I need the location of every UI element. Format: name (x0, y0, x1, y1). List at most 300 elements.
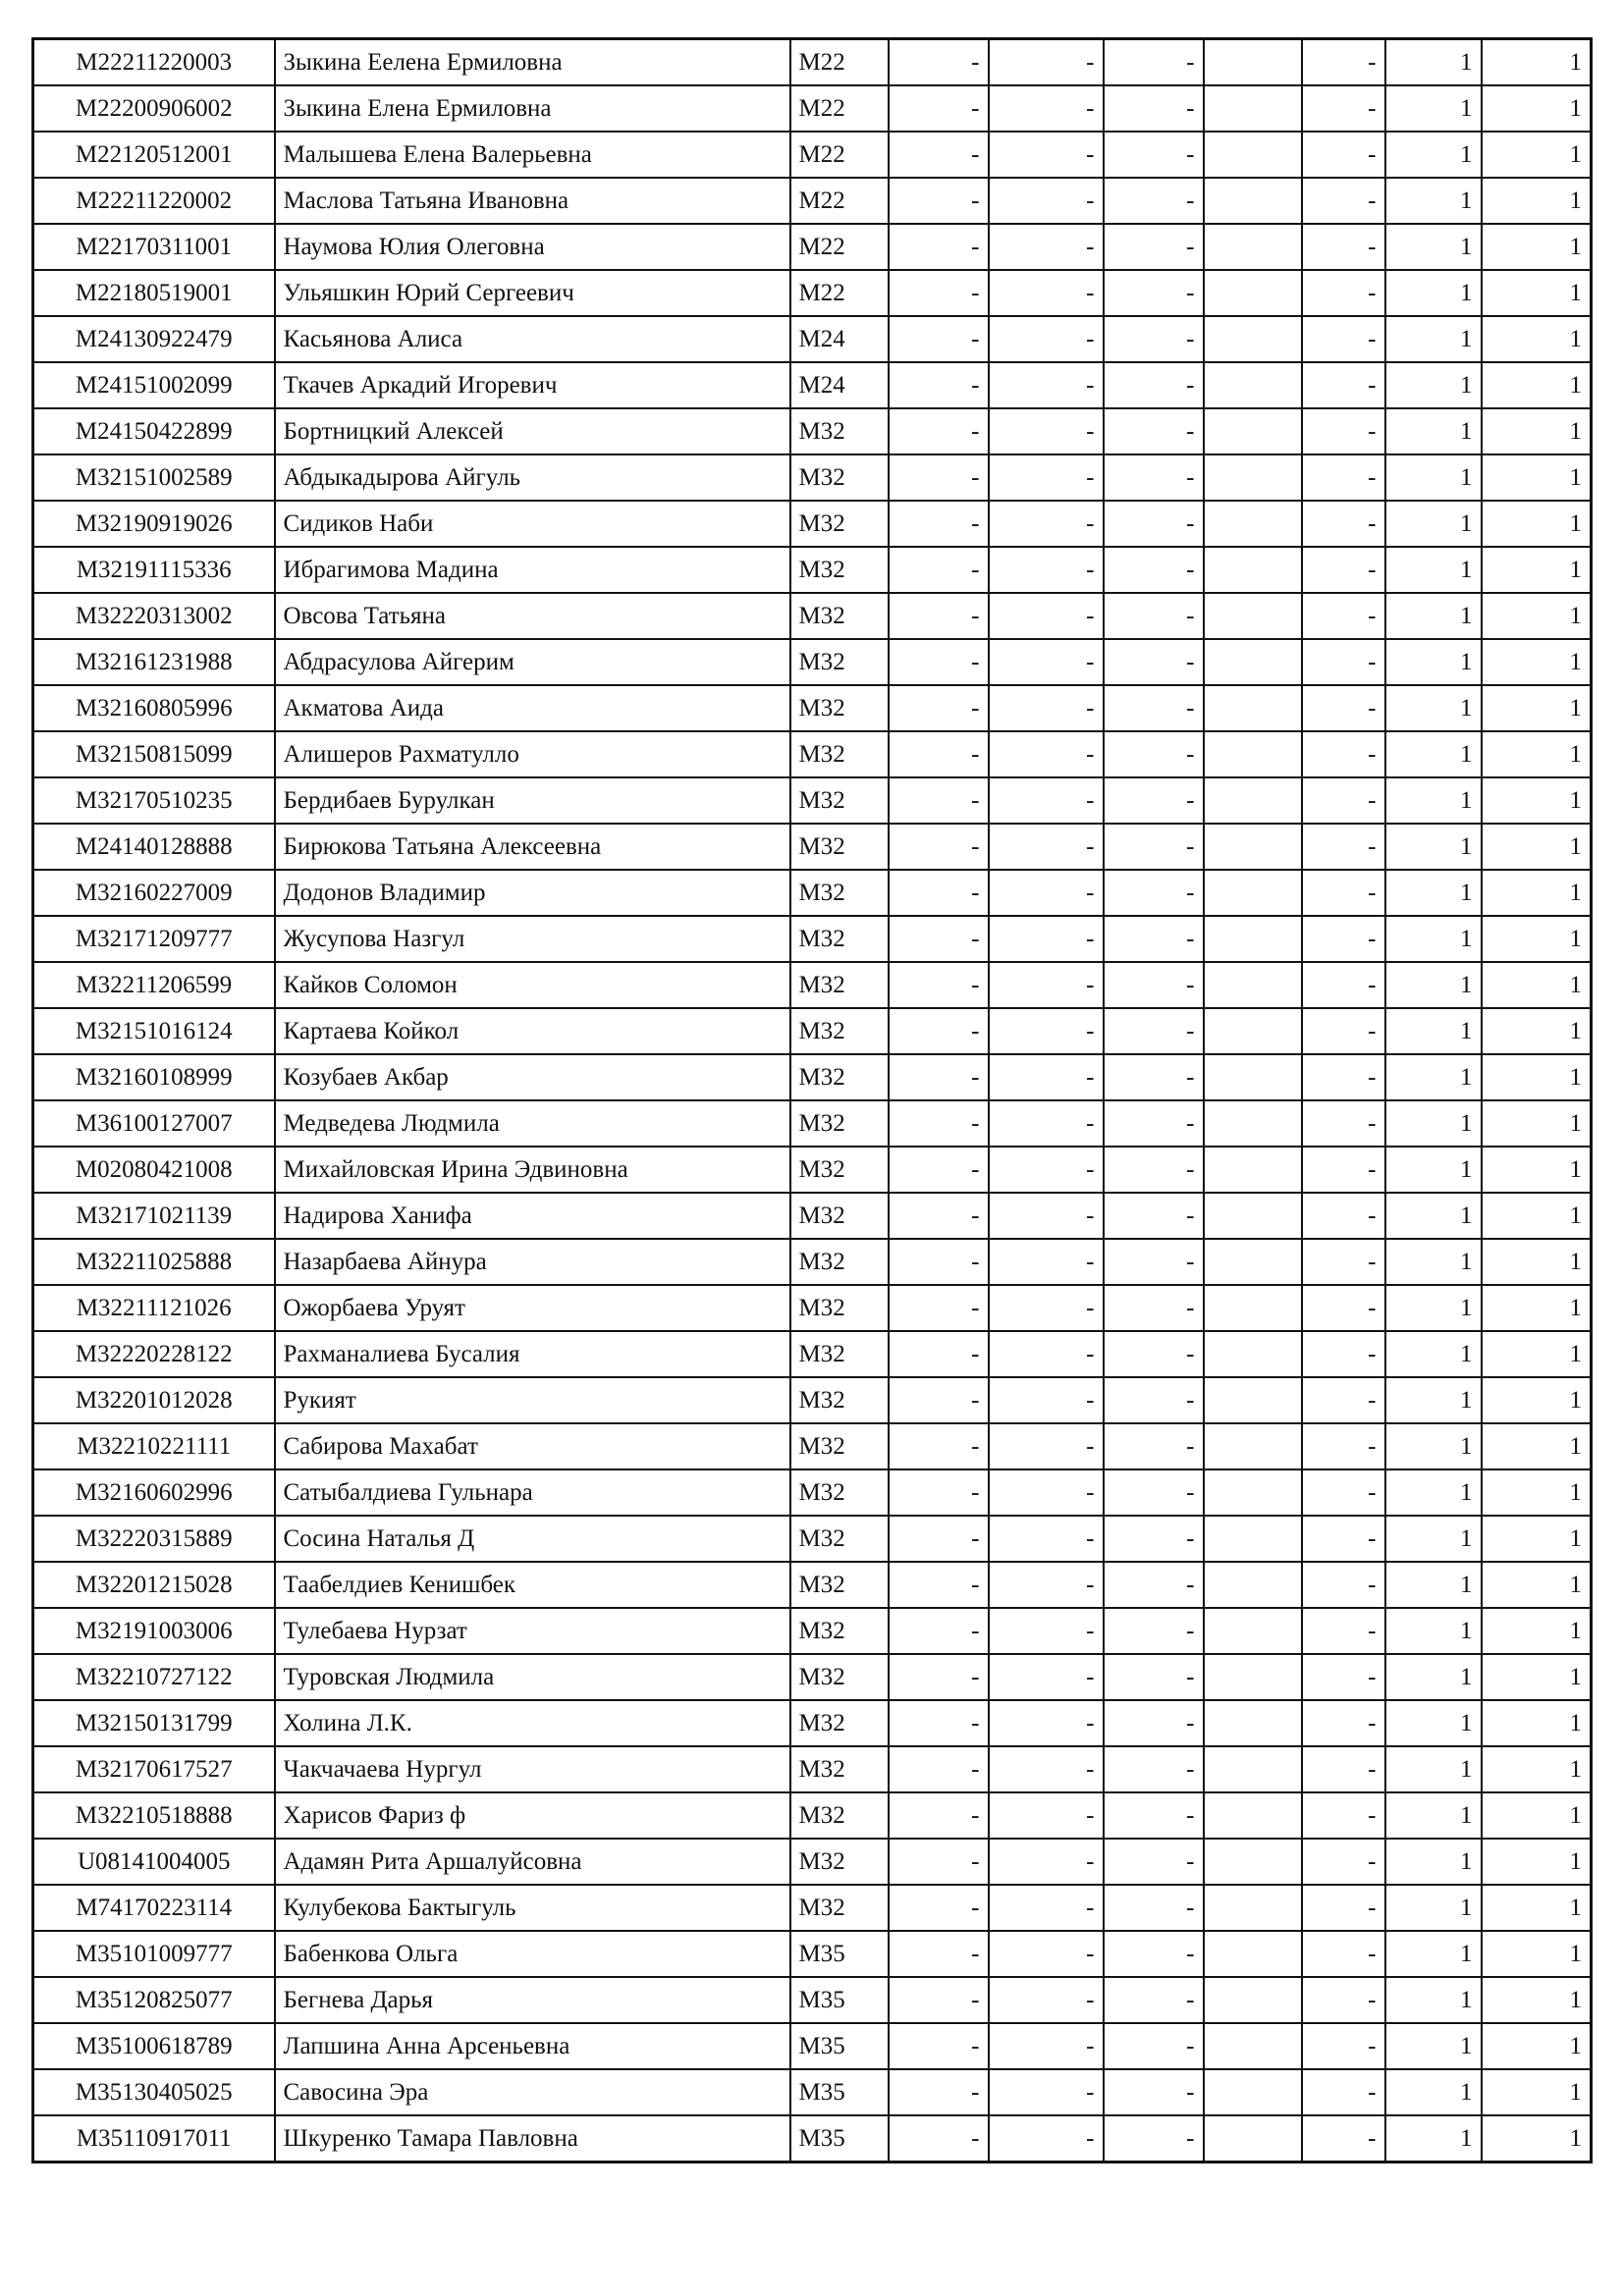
value-cell-1: - (889, 2115, 989, 2163)
value-cell-2: - (989, 1516, 1104, 1562)
table-row (33, 2115, 1592, 2163)
value-cell-7: 1 (1482, 1839, 1592, 1885)
group-code-cell: M22 (790, 224, 889, 270)
value-cell-7: 1 (1482, 1469, 1592, 1516)
group-code-cell: M32 (790, 1839, 889, 1885)
value-cell-3: - (1104, 454, 1204, 501)
table-row (33, 916, 1592, 962)
value-cell-1: - (889, 1654, 989, 1700)
value-cell-6: 1 (1385, 1608, 1482, 1654)
value-cell-1: - (889, 731, 989, 777)
value-cell-4 (1204, 132, 1302, 178)
value-cell-2: - (989, 454, 1104, 501)
value-cell-5: - (1302, 2023, 1385, 2069)
value-cell-5: - (1302, 2069, 1385, 2115)
table-row (33, 1054, 1592, 1100)
value-cell-6: 1 (1385, 362, 1482, 408)
value-cell-3: - (1104, 1377, 1204, 1423)
value-cell-2: - (989, 870, 1104, 916)
value-cell-6: 1 (1385, 1193, 1482, 1239)
member-code-cell: M32160805996 (33, 685, 275, 731)
value-cell-4 (1204, 1008, 1302, 1054)
value-cell-6: 1 (1385, 547, 1482, 593)
value-cell-1: - (889, 408, 989, 454)
value-cell-6: 1 (1385, 824, 1482, 870)
value-cell-1: - (889, 1885, 989, 1931)
value-cell-7: 1 (1482, 1654, 1592, 1700)
value-cell-7: 1 (1482, 1885, 1592, 1931)
member-code-cell: M35100618789 (33, 2023, 275, 2069)
table-row (33, 454, 1592, 501)
member-code-cell: M24130922479 (33, 316, 275, 362)
member-name-cell: Бирюкова Татьяна Алексеевна (275, 824, 790, 870)
value-cell-7: 1 (1482, 916, 1592, 962)
value-cell-1: - (889, 1008, 989, 1054)
group-code-cell: M32 (790, 1331, 889, 1377)
value-cell-7: 1 (1482, 824, 1592, 870)
value-cell-3: - (1104, 1331, 1204, 1377)
value-cell-6: 1 (1385, 132, 1482, 178)
value-cell-5: - (1302, 1008, 1385, 1054)
value-cell-4 (1204, 1608, 1302, 1654)
value-cell-2: - (989, 85, 1104, 132)
value-cell-3: - (1104, 962, 1204, 1008)
value-cell-4 (1204, 1516, 1302, 1562)
member-name-cell: Сабирова Махабат (275, 1423, 790, 1469)
value-cell-2: - (989, 1331, 1104, 1377)
value-cell-1: - (889, 1792, 989, 1839)
value-cell-6: 1 (1385, 1469, 1482, 1516)
value-cell-3: - (1104, 270, 1204, 316)
value-cell-7: 1 (1482, 132, 1592, 178)
table-row (33, 1562, 1592, 1608)
value-cell-2: - (989, 1377, 1104, 1423)
value-cell-5: - (1302, 1331, 1385, 1377)
value-cell-3: - (1104, 1100, 1204, 1147)
value-cell-4 (1204, 362, 1302, 408)
value-cell-3: - (1104, 870, 1204, 916)
value-cell-4 (1204, 2115, 1302, 2163)
value-cell-6: 1 (1385, 2023, 1482, 2069)
value-cell-6: 1 (1385, 916, 1482, 962)
value-cell-4 (1204, 547, 1302, 593)
value-cell-2: - (989, 1654, 1104, 1700)
value-cell-5: - (1302, 2115, 1385, 2163)
value-cell-1: - (889, 824, 989, 870)
member-name-cell: Кулубекова Бактыгуль (275, 1885, 790, 1931)
group-code-cell: M32 (790, 593, 889, 639)
value-cell-6: 1 (1385, 639, 1482, 685)
value-cell-3: - (1104, 1469, 1204, 1516)
value-cell-4 (1204, 1054, 1302, 1100)
member-name-cell: Бабенкова Ольга (275, 1931, 790, 1977)
value-cell-6: 1 (1385, 1008, 1482, 1054)
member-name-cell: Абдрасулова Айгерим (275, 639, 790, 685)
member-name-cell: Холина Л.К. (275, 1700, 790, 1746)
value-cell-7: 1 (1482, 270, 1592, 316)
table-row (33, 316, 1592, 362)
member-name-cell: Додонов Владимир (275, 870, 790, 916)
member-code-cell: M32150131799 (33, 1700, 275, 1746)
table-row (33, 501, 1592, 547)
member-name-cell: Шкуренко Тамара Павловна (275, 2115, 790, 2163)
member-name-cell: Назарбаева Айнура (275, 1239, 790, 1285)
value-cell-3: - (1104, 178, 1204, 224)
value-cell-7: 1 (1482, 39, 1592, 86)
member-name-cell: Надирова Ханифа (275, 1193, 790, 1239)
value-cell-5: - (1302, 1792, 1385, 1839)
value-cell-4 (1204, 2023, 1302, 2069)
table-row (33, 1193, 1592, 1239)
member-name-cell: Рахманалиева Бусалия (275, 1331, 790, 1377)
value-cell-7: 1 (1482, 1608, 1592, 1654)
value-cell-5: - (1302, 270, 1385, 316)
table-row (33, 1654, 1592, 1700)
value-cell-5: - (1302, 1562, 1385, 1608)
member-code-cell: M32191115336 (33, 547, 275, 593)
value-cell-4 (1204, 870, 1302, 916)
register-table (31, 37, 1593, 2163)
member-name-cell: Савосина Эра (275, 2069, 790, 2115)
member-name-cell: Картаева Койкол (275, 1008, 790, 1054)
member-code-cell: U08141004005 (33, 1839, 275, 1885)
member-code-cell: M32161231988 (33, 639, 275, 685)
value-cell-5: - (1302, 1885, 1385, 1931)
value-cell-6: 1 (1385, 1423, 1482, 1469)
member-name-cell: Маслова Татьяна Ивановна (275, 178, 790, 224)
member-code-cell: M24151002099 (33, 362, 275, 408)
table-row (33, 777, 1592, 824)
value-cell-1: - (889, 1931, 989, 1977)
value-cell-4 (1204, 1931, 1302, 1977)
value-cell-5: - (1302, 132, 1385, 178)
value-cell-6: 1 (1385, 1839, 1482, 1885)
table-row (33, 962, 1592, 1008)
value-cell-1: - (889, 1839, 989, 1885)
value-cell-4 (1204, 962, 1302, 1008)
value-cell-2: - (989, 39, 1104, 86)
value-cell-4 (1204, 824, 1302, 870)
value-cell-3: - (1104, 2069, 1204, 2115)
group-code-cell: M32 (790, 777, 889, 824)
value-cell-6: 1 (1385, 1700, 1482, 1746)
member-code-cell: M22180519001 (33, 270, 275, 316)
group-code-cell: M35 (790, 2023, 889, 2069)
value-cell-1: - (889, 1147, 989, 1193)
value-cell-4 (1204, 1839, 1302, 1885)
value-cell-2: - (989, 1608, 1104, 1654)
value-cell-7: 1 (1482, 1931, 1592, 1977)
table-row (33, 85, 1592, 132)
value-cell-4 (1204, 1423, 1302, 1469)
value-cell-3: - (1104, 2115, 1204, 2163)
value-cell-3: - (1104, 1516, 1204, 1562)
group-code-cell: M35 (790, 2069, 889, 2115)
value-cell-6: 1 (1385, 1885, 1482, 1931)
table-row (33, 132, 1592, 178)
member-code-cell: M32170617527 (33, 1746, 275, 1792)
value-cell-4 (1204, 731, 1302, 777)
group-code-cell: M32 (790, 454, 889, 501)
member-name-cell: Алишеров Рахматулло (275, 731, 790, 777)
value-cell-2: - (989, 132, 1104, 178)
value-cell-6: 1 (1385, 962, 1482, 1008)
member-code-cell: M32211206599 (33, 962, 275, 1008)
member-name-cell: Сосина Наталья Д (275, 1516, 790, 1562)
member-code-cell: M32210221111 (33, 1423, 275, 1469)
value-cell-3: - (1104, 2023, 1204, 2069)
value-cell-2: - (989, 1839, 1104, 1885)
member-code-cell: M32210518888 (33, 1792, 275, 1839)
value-cell-6: 1 (1385, 85, 1482, 132)
member-code-cell: M32220313002 (33, 593, 275, 639)
value-cell-1: - (889, 1054, 989, 1100)
value-cell-5: - (1302, 639, 1385, 685)
value-cell-1: - (889, 1285, 989, 1331)
value-cell-7: 1 (1482, 408, 1592, 454)
group-code-cell: M35 (790, 2115, 889, 2163)
table-row (33, 1285, 1592, 1331)
value-cell-3: - (1104, 501, 1204, 547)
table-row (33, 1700, 1592, 1746)
value-cell-5: - (1302, 1516, 1385, 1562)
member-name-cell: Медведева Людмила (275, 1100, 790, 1147)
value-cell-3: - (1104, 1654, 1204, 1700)
value-cell-6: 1 (1385, 1977, 1482, 2023)
member-name-cell: Ульяшкин Юрий Сергеевич (275, 270, 790, 316)
value-cell-3: - (1104, 1977, 1204, 2023)
member-code-cell: M35120825077 (33, 1977, 275, 2023)
member-code-cell: M32211025888 (33, 1239, 275, 1285)
group-code-cell: M32 (790, 1147, 889, 1193)
value-cell-3: - (1104, 1008, 1204, 1054)
value-cell-4 (1204, 916, 1302, 962)
value-cell-6: 1 (1385, 454, 1482, 501)
value-cell-2: - (989, 1100, 1104, 1147)
value-cell-2: - (989, 1285, 1104, 1331)
value-cell-4 (1204, 1654, 1302, 1700)
value-cell-7: 1 (1482, 1746, 1592, 1792)
value-cell-7: 1 (1482, 777, 1592, 824)
value-cell-3: - (1104, 1700, 1204, 1746)
value-cell-1: - (889, 316, 989, 362)
value-cell-3: - (1104, 639, 1204, 685)
value-cell-4 (1204, 1469, 1302, 1516)
value-cell-5: - (1302, 1608, 1385, 1654)
table-row (33, 1239, 1592, 1285)
member-name-cell: Сидиков Наби (275, 501, 790, 547)
value-cell-7: 1 (1482, 2069, 1592, 2115)
group-code-cell: M32 (790, 547, 889, 593)
value-cell-4 (1204, 39, 1302, 86)
value-cell-6: 1 (1385, 224, 1482, 270)
member-name-cell: Ткачев Аркадий Игоревич (275, 362, 790, 408)
table-row (33, 2069, 1592, 2115)
value-cell-6: 1 (1385, 1147, 1482, 1193)
group-code-cell: M32 (790, 1239, 889, 1285)
value-cell-2: - (989, 639, 1104, 685)
value-cell-6: 1 (1385, 2069, 1482, 2115)
member-code-cell: M32191003006 (33, 1608, 275, 1654)
value-cell-4 (1204, 270, 1302, 316)
value-cell-5: - (1302, 1839, 1385, 1885)
value-cell-6: 1 (1385, 316, 1482, 362)
value-cell-6: 1 (1385, 1654, 1482, 1700)
member-code-cell: M35101009777 (33, 1931, 275, 1977)
value-cell-6: 1 (1385, 777, 1482, 824)
member-name-cell: Наумова Юлия Олеговна (275, 224, 790, 270)
value-cell-1: - (889, 2023, 989, 2069)
value-cell-4 (1204, 1147, 1302, 1193)
value-cell-6: 1 (1385, 178, 1482, 224)
value-cell-3: - (1104, 85, 1204, 132)
member-code-cell: M32220315889 (33, 1516, 275, 1562)
value-cell-1: - (889, 1100, 989, 1147)
value-cell-6: 1 (1385, 1054, 1482, 1100)
value-cell-3: - (1104, 1562, 1204, 1608)
value-cell-1: - (889, 1239, 989, 1285)
table-row (33, 224, 1592, 270)
value-cell-6: 1 (1385, 501, 1482, 547)
value-cell-5: - (1302, 178, 1385, 224)
value-cell-6: 1 (1385, 1746, 1482, 1792)
value-cell-7: 1 (1482, 1193, 1592, 1239)
value-cell-4 (1204, 1331, 1302, 1377)
value-cell-5: - (1302, 1054, 1385, 1100)
value-cell-7: 1 (1482, 1700, 1592, 1746)
value-cell-6: 1 (1385, 1100, 1482, 1147)
group-code-cell: M32 (790, 501, 889, 547)
value-cell-3: - (1104, 1792, 1204, 1839)
table-row (33, 1608, 1592, 1654)
group-code-cell: M32 (790, 1469, 889, 1516)
value-cell-5: - (1302, 454, 1385, 501)
member-code-cell: M32171209777 (33, 916, 275, 962)
table-row (33, 270, 1592, 316)
member-code-cell: M32220228122 (33, 1331, 275, 1377)
value-cell-7: 1 (1482, 547, 1592, 593)
member-code-cell: M32150815099 (33, 731, 275, 777)
value-cell-6: 1 (1385, 1792, 1482, 1839)
value-cell-5: - (1302, 316, 1385, 362)
value-cell-4 (1204, 1377, 1302, 1423)
table-row (33, 1377, 1592, 1423)
value-cell-1: - (889, 1700, 989, 1746)
value-cell-7: 1 (1482, 685, 1592, 731)
value-cell-2: - (989, 916, 1104, 962)
value-cell-4 (1204, 501, 1302, 547)
table-row (33, 39, 1592, 86)
value-cell-1: - (889, 639, 989, 685)
member-code-cell: M22170311001 (33, 224, 275, 270)
member-code-cell: M32171021139 (33, 1193, 275, 1239)
value-cell-1: - (889, 501, 989, 547)
value-cell-6: 1 (1385, 870, 1482, 916)
value-cell-5: - (1302, 1100, 1385, 1147)
member-code-cell: M02080421008 (33, 1147, 275, 1193)
value-cell-2: - (989, 362, 1104, 408)
member-code-cell: M32151016124 (33, 1008, 275, 1054)
value-cell-7: 1 (1482, 1239, 1592, 1285)
value-cell-4 (1204, 2069, 1302, 2115)
group-code-cell: M32 (790, 1054, 889, 1100)
member-name-cell: Туровская Людмила (275, 1654, 790, 1700)
value-cell-2: - (989, 178, 1104, 224)
value-cell-1: - (889, 1562, 989, 1608)
group-code-cell: M32 (790, 962, 889, 1008)
value-cell-4 (1204, 1885, 1302, 1931)
member-code-cell: M35110917011 (33, 2115, 275, 2163)
value-cell-3: - (1104, 39, 1204, 86)
member-name-cell: Козубаев Акбар (275, 1054, 790, 1100)
table-row (33, 1516, 1592, 1562)
value-cell-2: - (989, 1931, 1104, 1977)
value-cell-3: - (1104, 916, 1204, 962)
member-code-cell: M32211121026 (33, 1285, 275, 1331)
value-cell-1: - (889, 132, 989, 178)
value-cell-7: 1 (1482, 362, 1592, 408)
value-cell-7: 1 (1482, 1516, 1592, 1562)
group-code-cell: M32 (790, 1885, 889, 1931)
member-code-cell: M36100127007 (33, 1100, 275, 1147)
group-code-cell: M24 (790, 362, 889, 408)
value-cell-6: 1 (1385, 1931, 1482, 1977)
table-row (33, 1100, 1592, 1147)
value-cell-1: - (889, 178, 989, 224)
member-code-cell: M22211220002 (33, 178, 275, 224)
value-cell-2: - (989, 1792, 1104, 1839)
value-cell-2: - (989, 1562, 1104, 1608)
value-cell-7: 1 (1482, 1147, 1592, 1193)
value-cell-4 (1204, 85, 1302, 132)
member-name-cell: Лапшина Анна Арсеньевна (275, 2023, 790, 2069)
member-name-cell: Таабелдиев Кенишбек (275, 1562, 790, 1608)
member-name-cell: Овсова Татьяна (275, 593, 790, 639)
table-row (33, 1746, 1592, 1792)
member-name-cell: Ибрагимова Мадина (275, 547, 790, 593)
table-row (33, 824, 1592, 870)
value-cell-3: - (1104, 408, 1204, 454)
value-cell-3: - (1104, 1885, 1204, 1931)
value-cell-3: - (1104, 1054, 1204, 1100)
table-row (33, 1839, 1592, 1885)
value-cell-1: - (889, 777, 989, 824)
member-code-cell: M74170223114 (33, 1885, 275, 1931)
value-cell-5: - (1302, 39, 1385, 86)
value-cell-3: - (1104, 1423, 1204, 1469)
member-name-cell: Сатыбалдиева Гульнара (275, 1469, 790, 1516)
group-code-cell: M32 (790, 1562, 889, 1608)
value-cell-5: - (1302, 1654, 1385, 1700)
value-cell-3: - (1104, 685, 1204, 731)
value-cell-2: - (989, 1885, 1104, 1931)
member-name-cell: Бегнева Дарья (275, 1977, 790, 2023)
value-cell-4 (1204, 777, 1302, 824)
value-cell-2: - (989, 408, 1104, 454)
value-cell-1: - (889, 685, 989, 731)
table-row (33, 2023, 1592, 2069)
group-code-cell: M32 (790, 1285, 889, 1331)
group-code-cell: M32 (790, 1792, 889, 1839)
member-code-cell: M32160602996 (33, 1469, 275, 1516)
value-cell-5: - (1302, 1193, 1385, 1239)
value-cell-7: 1 (1482, 1792, 1592, 1839)
value-cell-7: 1 (1482, 454, 1592, 501)
value-cell-5: - (1302, 1285, 1385, 1331)
value-cell-6: 1 (1385, 1239, 1482, 1285)
value-cell-3: - (1104, 593, 1204, 639)
value-cell-6: 1 (1385, 1377, 1482, 1423)
